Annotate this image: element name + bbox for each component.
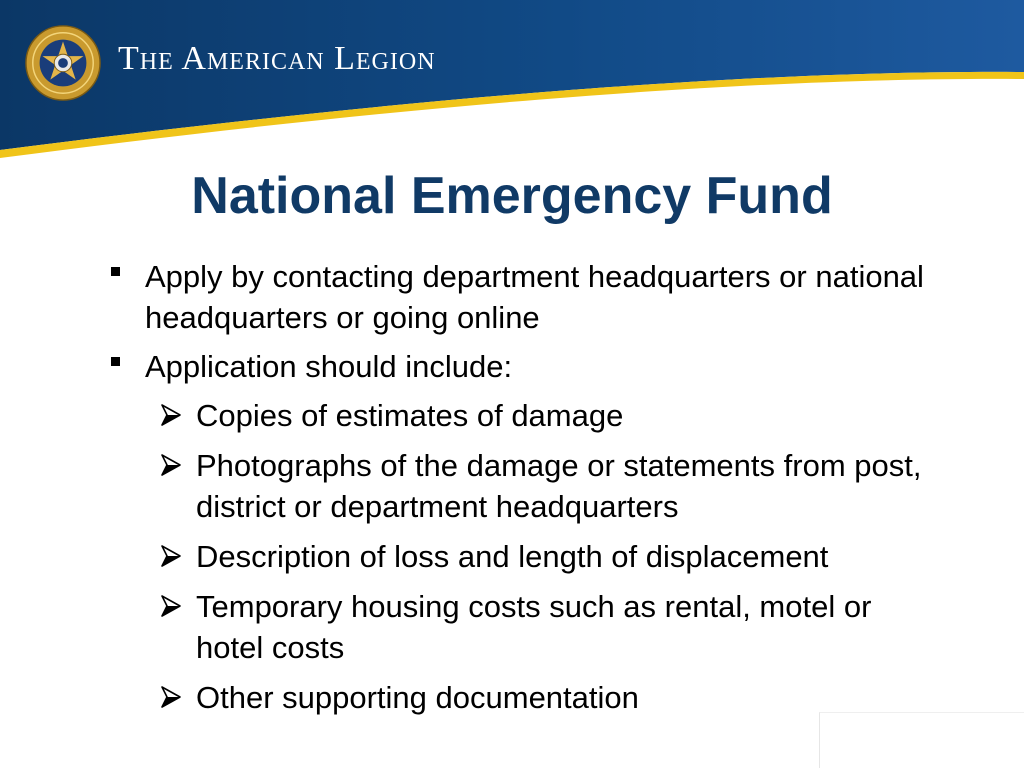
arrowhead-bullet-icon <box>159 544 183 568</box>
arrowhead-bullet-icon <box>159 453 183 477</box>
brand-name: The American Legion <box>118 40 436 77</box>
square-bullet-icon <box>111 357 120 366</box>
corner-panel <box>819 712 1024 768</box>
sub-bullet-item <box>159 586 928 668</box>
sub-bullet-item <box>159 677 928 718</box>
american-legion-emblem-icon <box>24 24 102 102</box>
header-banner <box>0 0 1024 170</box>
sub-bullet-text: Other supporting documentation <box>196 680 639 715</box>
sub-bullet-text: Copies of estimates of damage <box>196 398 624 433</box>
sub-bullet-item <box>159 395 928 436</box>
sub-bullet-text: Description of loss and length of displacement <box>196 539 829 574</box>
sub-bullet-text: Photographs of the damage or statements from post, district or department headquarters <box>196 448 922 524</box>
arrowhead-bullet-icon <box>159 594 183 618</box>
sub-bullet-item <box>159 536 928 577</box>
sub-bullet-text: Temporary housing costs such as rental, motel or hotel costs <box>196 589 872 665</box>
bullet-item <box>108 256 928 338</box>
bullet-text: Apply by contacting department headquarters or national headquarters or going online <box>145 259 924 335</box>
arrowhead-bullet-icon <box>159 685 183 709</box>
bullet-item <box>108 346 928 387</box>
slide-title: National Emergency Fund <box>191 167 833 225</box>
square-bullet-icon <box>111 267 120 276</box>
sub-bullet-item <box>159 445 928 527</box>
arrowhead-bullet-icon <box>159 403 183 427</box>
bullet-text: Application should include: <box>145 349 513 384</box>
slide-body <box>108 256 928 727</box>
